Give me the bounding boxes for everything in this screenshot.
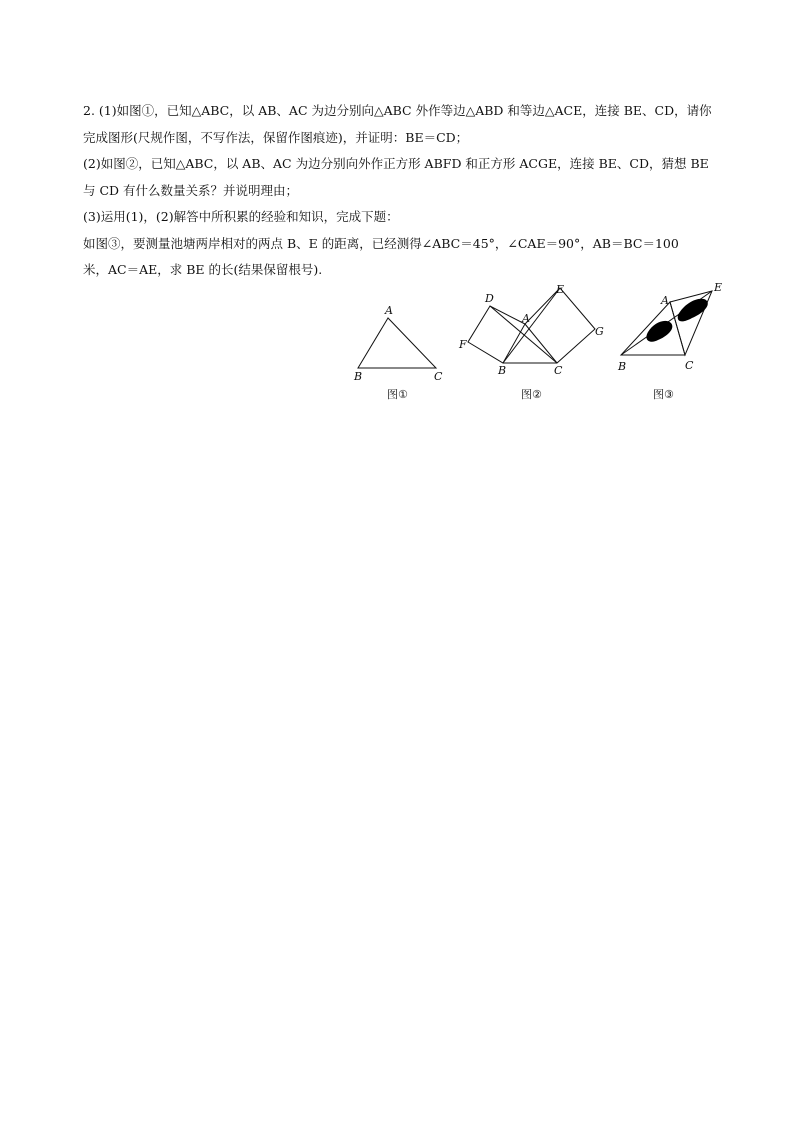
problem-line-7: 米，AC＝AE，求 BE 的长(结果保留根号).	[83, 262, 323, 277]
problem-line-1: 2. (1)如图①，已知△ABC，以 AB、AC 为边分别向△ABC 外作等边△ABD 和等边△ACE，连接 BE、CD，请你	[83, 103, 712, 118]
fig2-label-d: D	[485, 292, 494, 305]
fig1-label-a: A	[385, 304, 393, 317]
fig1-label-c: C	[434, 370, 443, 383]
problem-line-5: (3)运用(1)，(2)解答中所积累的经验和知识，完成下题：	[83, 209, 399, 224]
fig3-label-b: B	[618, 360, 627, 373]
fig2-label-g: G	[595, 325, 604, 338]
square-abfd	[468, 306, 525, 363]
problem-line-6: 如图③，要测量池塘两岸相对的两点 B、E 的距离，已经测得∠ABC＝45°，∠CAE＝90°，AB＝BC＝100	[83, 235, 679, 251]
problem-line-2: 完成图形(尺规作图，不写作法，保留作图痕迹)，并证明：BE＝CD；	[83, 129, 469, 145]
problem-line-4: 与 CD 有什么数量关系？并说明理由；	[83, 182, 299, 198]
figure-3	[617, 281, 722, 401]
pond-upper-shape	[678, 299, 708, 322]
fig2-caption: 图②	[521, 388, 542, 401]
figures-row	[340, 278, 740, 408]
fig3-caption: 图③	[653, 388, 674, 401]
fig1-label-b: B	[354, 370, 363, 383]
fig2-label-b: B	[498, 364, 507, 377]
figure-2	[458, 283, 604, 401]
figures-svg	[340, 278, 740, 408]
fig2-label-e: E	[556, 283, 565, 296]
triangle-abc	[358, 318, 436, 368]
problem-text	[83, 98, 723, 284]
square-acge	[525, 288, 595, 363]
fig1-caption: 图①	[387, 388, 408, 401]
fig2-label-c: C	[554, 364, 563, 377]
figure-1	[353, 304, 443, 401]
fig2-label-a: A	[522, 312, 530, 325]
fig3-label-e: E	[714, 281, 723, 294]
fig3-label-a: A	[661, 294, 669, 307]
problem-line-3: (2)如图②，已知△ABC，以 AB、AC 为边分别向外作正方形 ABFD 和正方形 ACGE，连接 BE、CD，猜想 BE	[83, 156, 709, 171]
segment-be	[503, 288, 560, 363]
fig3-label-c: C	[685, 359, 694, 372]
fig2-label-f: F	[459, 338, 467, 351]
